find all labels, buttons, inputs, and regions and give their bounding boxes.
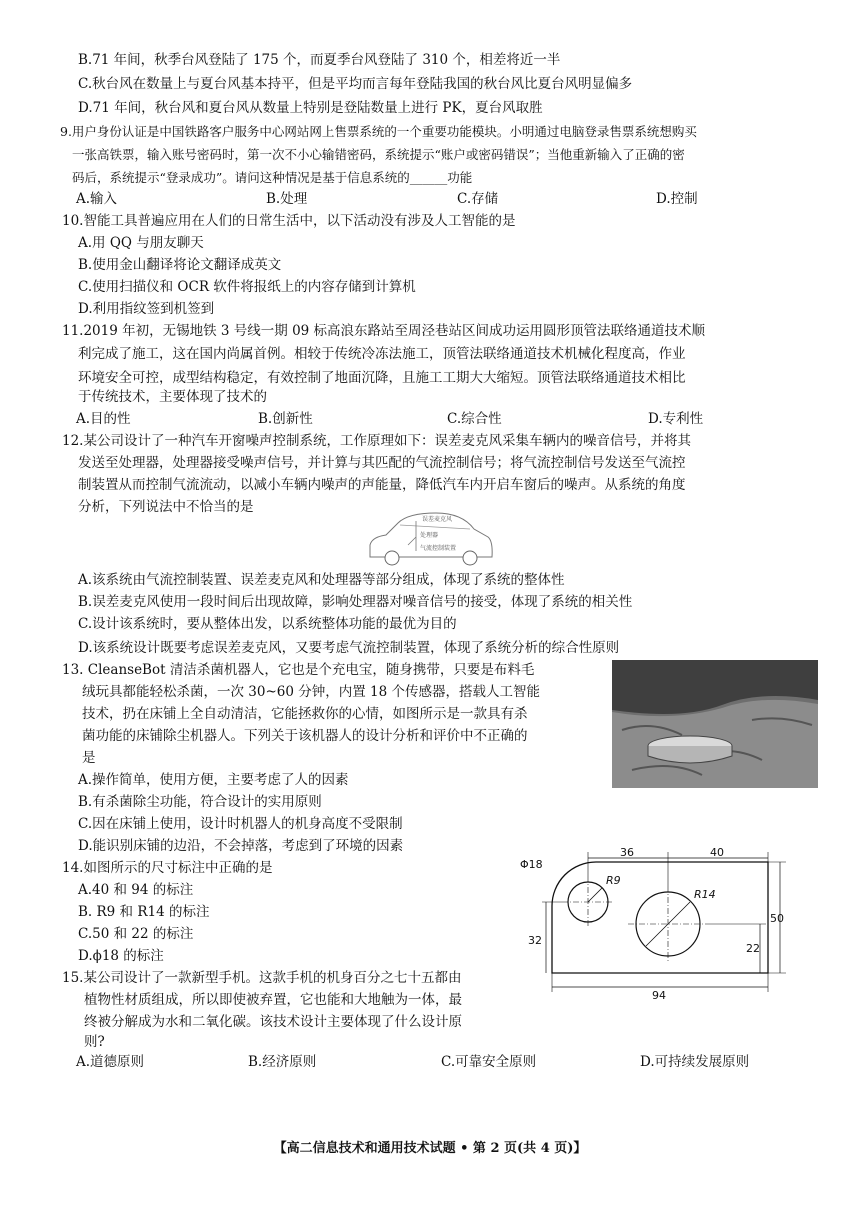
option-b: B.处理 <box>266 191 308 207</box>
question-13-stem: 13. CleanseBot 清洁杀菌机器人，它也是个充电宝，随身携带，只要是布料毛 <box>62 662 535 678</box>
option-c: C.因在床铺上使用，设计时机器人的机身高度不受限制 <box>78 816 403 832</box>
option-a: A.40 和 94 的标注 <box>78 882 194 898</box>
option-b: B.有杀菌除尘功能，符合设计的实用原则 <box>78 794 322 810</box>
question-13-stem: 菌功能的床铺除尘机器人。下列关于该机器人的设计分析和评价中不正确的 <box>82 728 528 744</box>
dim-label: 94 <box>652 989 666 1002</box>
question-11-options <box>0 409 860 429</box>
question-12-stem: 分析，下列说法中不恰当的是 <box>78 499 254 515</box>
car-noise-system-figure <box>366 507 496 567</box>
question-11-stem: 利完成了施工，这在国内尚属首例。相较于传统冷冻法施工，顶管法联络通道技术机械化程度高，作业 <box>78 346 686 362</box>
option-a: A.操作简单，使用方便，主要考虑了人的因素 <box>78 772 349 788</box>
cleansebot-photo <box>612 660 818 788</box>
question-12-stem: 制装置从而控制气流流动，以减小车辆内噪声的声能量，降低汽车内开启车窗后的噪声。从系统的角度 <box>78 477 686 493</box>
question-15-stem: 则? <box>84 1034 105 1050</box>
option-c: C.设计该系统时，要从整体出发，以系统整体功能的最优为目的 <box>78 616 457 632</box>
figure-label: 误差麦克风 <box>422 516 453 523</box>
option-b: B. R9 和 R14 的标注 <box>78 904 210 920</box>
question-15-stem: 终被分解成为水和二氧化碳。该技术设计主要体现了什么设计原 <box>84 1014 462 1030</box>
dim-label: 22 <box>746 942 760 955</box>
question-9-stem: 码后，系统提示“登录成功”。请问这种情况是基于信息系统的______功能 <box>72 170 473 185</box>
question-15-stem: 15.某公司设计了一款新型手机。这款手机的机身百分之七十五都由 <box>62 970 462 986</box>
option-d: D.该系统设计既要考虑误差麦克风，又要考虑气流控制装置，体现了系统分析的综合性原则 <box>78 640 620 656</box>
dim-label: 36 <box>620 846 634 859</box>
option-d: D.利用指纹签到机签到 <box>78 301 215 317</box>
option-b: B.经济原则 <box>248 1054 317 1070</box>
option-d: D.能识别床铺的边沿，不会掉落，考虑到了环境的因素 <box>78 838 404 854</box>
question-11-stem: 于传统技术，主要体现了技术的 <box>78 389 267 405</box>
question-9-options <box>0 189 860 209</box>
option-a: A.道德原则 <box>76 1054 145 1070</box>
question-11-stem: 环境安全可控，成型结构稳定，有效控制了地面沉降，且施工工期大大缩短。顶管法联络通道技术相比 <box>78 370 686 386</box>
question-15-stem: 植物性材质组成，所以即使被弃置，它也能和大地触为一体，最 <box>84 992 462 1008</box>
question-13-stem: 是 <box>82 750 96 766</box>
question-12-stem: 发送至处理器，处理器接受噪声信号，并计算与其匹配的气流控制信号；将气流控制信号发送至气流控 <box>78 455 686 471</box>
question-13-stem: 技术，扔在床铺上全自动清洁，它能拯救你的心情，如图所示是一款具有杀 <box>82 706 528 722</box>
option-b: B.误差麦克风使用一段时间后出现故障，影响处理器对噪音信号的接受，体现了系统的相关性 <box>78 594 633 610</box>
option-line: B.71 年间，秋季台风登陆了 175 个，而夏季台风登陆了 310 个，相差将近一半 <box>78 52 561 68</box>
question-11-stem: 11.2019 年初，无锡地铁 3 号线一期 09 标高浪东路站至周泾巷站区间成功运用圆形顶管法联络通道技术顺 <box>62 323 706 339</box>
question-12-stem: 12.某公司设计了一种汽车开窗噪声控制系统，工作原理如下：误差麦克风采集车辆内的噪音信号，并将其 <box>62 433 691 449</box>
option-c: C.50 和 22 的标注 <box>78 926 194 942</box>
option-c: C.使用扫描仪和 OCR 软件将报纸上的内容存储到计算机 <box>78 279 416 295</box>
dim-label: R14 <box>694 888 716 901</box>
dim-label: 32 <box>528 934 542 947</box>
question-15-options <box>0 1052 860 1072</box>
option-d: D.控制 <box>656 191 698 207</box>
option-b: B.使用金山翻译将论文翻译成英文 <box>78 257 282 273</box>
question-10-stem: 10.智能工具普遍应用在人们的日常生活中，以下活动没有涉及人工智能的是 <box>62 213 516 229</box>
question-9-stem: 9.用户身份认证是中国铁路客户服务中心网站网上售票系统的一个重要功能模块。小明通过电脑登录售票系统想购买 <box>60 124 697 139</box>
option-line: D.71 年间，秋台风和夏台风从数量上特别是登陆数量上进行 PK，夏台风取胜 <box>78 100 543 116</box>
option-c: C.可靠安全原则 <box>441 1054 537 1070</box>
option-a: A.输入 <box>76 191 118 207</box>
option-a: A.目的性 <box>76 411 131 427</box>
option-line: C.秋台风在数量上与夏台风基本持平，但是平均而言每年登陆我国的秋台风比夏台风明显偏多 <box>78 76 633 92</box>
dim-label: Φ18 <box>520 858 543 871</box>
option-a: A.该系统由气流控制装置、误差麦克风和处理器等部分组成，体现了系统的整体性 <box>78 572 565 588</box>
option-c: C.综合性 <box>447 411 502 427</box>
dimension-drawing <box>516 846 790 1002</box>
question-13-stem: 绒玩具都能轻松杀菌，一次 30~60 分钟，内置 18 个传感器，搭载人工智能 <box>82 684 541 700</box>
option-d: D.可持续发展原则 <box>640 1054 750 1070</box>
question-14-stem: 14.如图所示的尺寸标注中正确的是 <box>62 860 273 876</box>
option-b: B.创新性 <box>258 411 313 427</box>
figure-label: 处理器 <box>420 532 439 539</box>
option-d: D.专利性 <box>648 411 704 427</box>
question-9-stem: 一张高铁票，输入账号密码时，第一次不小心输错密码，系统提示“账户或密码错误”；当他重新输入了正确的密 <box>72 147 685 162</box>
option-d: D.ϕ18 的标注 <box>78 948 164 964</box>
dim-label: 50 <box>770 912 784 925</box>
option-c: C.存储 <box>457 191 499 207</box>
figure-label: 气流控制装置 <box>420 545 457 552</box>
dim-label: 40 <box>710 846 724 859</box>
page-footer: 【高二信息技术和通用技术试题 • 第 2 页(共 4 页)】 <box>273 1141 587 1156</box>
option-a: A.用 QQ 与朋友聊天 <box>78 235 204 251</box>
dim-label: R9 <box>606 874 621 887</box>
